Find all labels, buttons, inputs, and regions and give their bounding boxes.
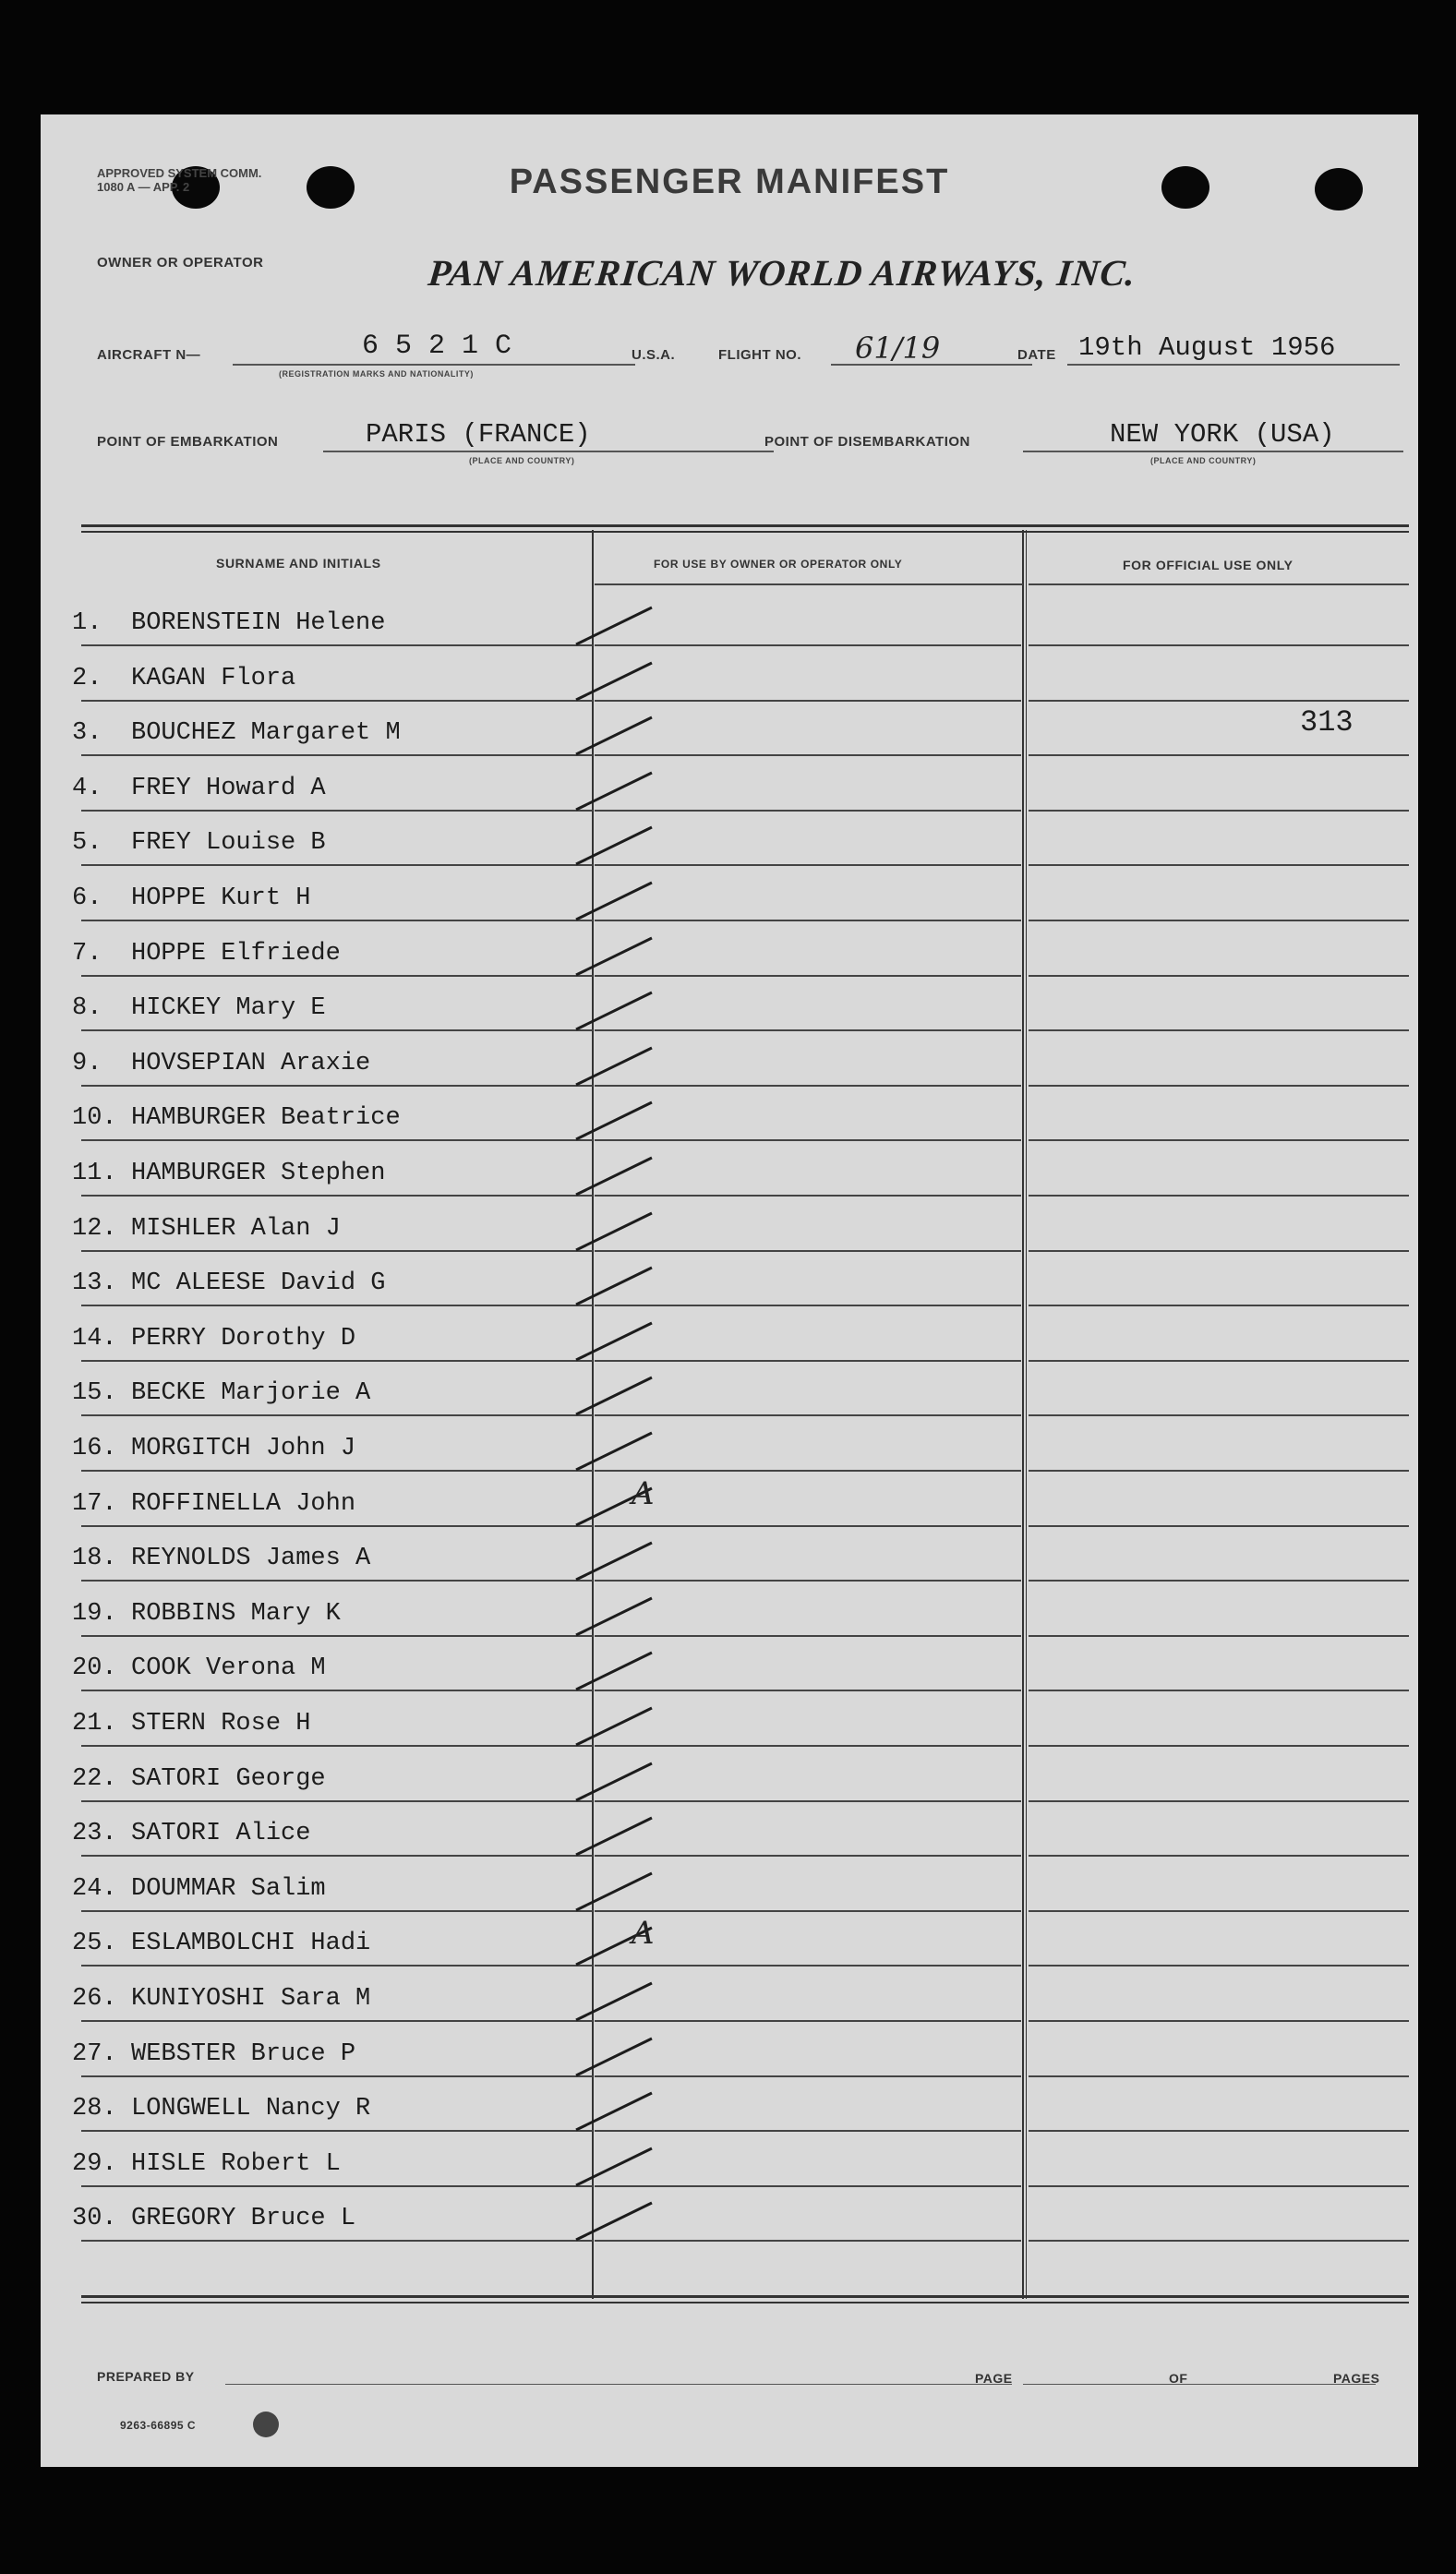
- passenger-number: 4.: [72, 774, 102, 802]
- row-rule: [1029, 1855, 1409, 1857]
- list-item: [72, 2205, 355, 2232]
- row-rule: [1029, 1470, 1409, 1472]
- table-bottom-rule: [81, 2295, 1409, 2298]
- list-item: [72, 1710, 310, 1738]
- airline-name: PAN AMERICAN WORLD AIRWAYS, INC.: [426, 252, 1138, 294]
- passenger-name: COOK Verona M: [131, 1654, 326, 1683]
- list-item: [72, 719, 401, 747]
- list-item: [72, 609, 385, 637]
- row-rule: [1029, 1580, 1409, 1582]
- passenger-number: 1.: [72, 609, 102, 637]
- flight-value: 61/19: [855, 331, 941, 366]
- passenger-name: HICKEY Mary E: [131, 994, 326, 1023]
- row-rule: [81, 920, 593, 921]
- row-rule: [1029, 1745, 1409, 1747]
- passenger-name: FREY Louise B: [131, 829, 326, 858]
- list-item: [72, 829, 326, 857]
- passenger-name: LONGWELL Nancy R: [131, 2095, 371, 2123]
- list-item: [72, 1215, 341, 1243]
- passenger-name: KAGAN Flora: [131, 664, 296, 692]
- passenger-number: 24.: [72, 1874, 117, 1903]
- row-rule: [1029, 1414, 1409, 1416]
- passenger-name: HISLE Robert L: [131, 2149, 341, 2178]
- check-mark-icon: [569, 1204, 661, 1259]
- row-rule: [81, 2020, 593, 2022]
- passenger-name: STERN Rose H: [131, 1710, 311, 1738]
- table-top-rule: [81, 531, 1409, 533]
- list-item: [72, 1600, 341, 1628]
- check-mark-icon: [569, 929, 661, 984]
- passenger-name: HAMBURGER Stephen: [131, 1160, 386, 1187]
- check-mark-icon: [569, 1643, 661, 1699]
- date-label: DATE: [1017, 347, 1056, 363]
- passenger-name: KUNIYOSHI Sara M: [131, 1985, 371, 2013]
- passenger-number: 18.: [72, 1545, 117, 1573]
- passenger-number: 15.: [72, 1379, 117, 1408]
- check-mark-icon: [569, 1589, 661, 1644]
- row-rule: [81, 2185, 593, 2187]
- aircraft-sub: (REGISTRATION MARKS AND NATIONALITY): [279, 369, 474, 379]
- row-rule: [81, 1139, 593, 1141]
- passenger-name: SATORI George: [131, 1764, 326, 1793]
- check-mark-icon: [569, 654, 661, 709]
- passenger-name: ESLAMBOLCHI Hadi: [131, 1930, 371, 1958]
- col-operator-header: FOR USE BY OWNER OR OPERATOR ONLY: [654, 558, 903, 571]
- official-note: 313: [1300, 705, 1354, 740]
- row-rule: [81, 1910, 593, 1912]
- column-divider: [1022, 530, 1024, 2299]
- passenger-number: 10.: [72, 1104, 117, 1133]
- row-rule: [1029, 2185, 1409, 2187]
- list-item: [72, 994, 326, 1022]
- passenger-name: MISHLER Alan J: [131, 1214, 341, 1243]
- list-item: [72, 1160, 385, 1187]
- list-item: [72, 2150, 341, 2178]
- flight-label: FLIGHT NO.: [718, 347, 801, 363]
- row-rule: [81, 1745, 593, 1747]
- row-rule: [81, 810, 593, 812]
- passenger-number: 25.: [72, 1930, 117, 1958]
- row-rule: [1029, 1635, 1409, 1637]
- row-rule: [1029, 975, 1409, 977]
- list-item: [72, 1435, 355, 1462]
- passenger-number: 21.: [72, 1710, 117, 1738]
- check-mark-icon: [569, 1534, 661, 1589]
- row-rule: [81, 864, 593, 866]
- check-mark-icon: [569, 1864, 661, 1919]
- row-rule: [81, 644, 593, 646]
- passenger-number: 30.: [72, 2205, 117, 2233]
- passenger-name: BORENSTEIN Helene: [131, 609, 386, 637]
- passenger-name: GREGORY Bruce L: [131, 2205, 356, 2233]
- passenger-name: MORGITCH John J: [131, 1435, 356, 1462]
- row-rule: [1029, 1360, 1409, 1362]
- row-rule: [1029, 1965, 1409, 1967]
- list-item: [72, 1545, 370, 1572]
- row-rule: [1029, 1085, 1409, 1087]
- row-rule: [81, 1855, 593, 1857]
- check-mark-icon: [569, 873, 661, 929]
- row-rule: [81, 2130, 593, 2132]
- list-item: [72, 775, 326, 802]
- passenger-number: 20.: [72, 1654, 117, 1683]
- form-code: 9263-66895 C: [120, 2419, 197, 2432]
- row-rule: [81, 754, 593, 756]
- passenger-name: HOVSEPIAN Araxie: [131, 1049, 371, 1077]
- passenger-name: ROFFINELLA John: [131, 1489, 356, 1518]
- row-rule: [81, 1360, 593, 1362]
- passenger-name: REYNOLDS James A: [131, 1545, 371, 1573]
- list-item: [72, 1379, 370, 1407]
- operator-mark: A: [632, 1915, 655, 1953]
- row-rule: [1029, 1305, 1409, 1306]
- passenger-number: 17.: [72, 1489, 117, 1518]
- passenger-number: 16.: [72, 1435, 117, 1462]
- check-mark-icon: [569, 1699, 661, 1754]
- aircraft-label: AIRCRAFT N—: [97, 347, 201, 363]
- page-label: PAGE: [975, 2371, 1013, 2386]
- column-divider: [1026, 530, 1027, 2299]
- list-item: [72, 1104, 401, 1132]
- row-rule: [1029, 920, 1409, 921]
- row-rule: [1029, 810, 1409, 812]
- disembark-sub: (PLACE AND COUNTRY): [1150, 456, 1257, 465]
- check-mark-icon: [569, 1258, 661, 1314]
- passenger-number: 13.: [72, 1269, 117, 1298]
- row-rule: [1029, 700, 1409, 702]
- passenger-name: ROBBINS Mary K: [131, 1599, 341, 1628]
- embark-sub: (PLACE AND COUNTRY): [469, 456, 575, 465]
- passenger-name: HAMBURGER Beatrice: [131, 1104, 401, 1133]
- row-rule: [81, 1800, 593, 1802]
- passenger-number: 23.: [72, 1820, 117, 1848]
- list-item: [72, 940, 341, 968]
- row-rule: [1029, 864, 1409, 866]
- operator-mark: A: [632, 1474, 655, 1512]
- row-rule: [1029, 1910, 1409, 1912]
- check-mark-icon: [569, 1754, 661, 1810]
- row-rule: [81, 1414, 593, 1416]
- check-mark-icon: [569, 818, 661, 873]
- row-rule: [1029, 1690, 1409, 1691]
- check-mark-icon: [569, 1093, 661, 1149]
- aircraft-value: 6 5 2 1 C: [362, 331, 512, 362]
- list-item: [72, 2095, 370, 2123]
- passenger-number: 5.: [72, 829, 102, 858]
- row-rule: [81, 1580, 593, 1582]
- passenger-number: 11.: [72, 1160, 117, 1187]
- list-item: [72, 2040, 355, 2068]
- row-rule: [1029, 2130, 1409, 2132]
- row-rule: [1029, 1029, 1409, 1031]
- list-item: [72, 1490, 355, 1518]
- embark-line: [323, 451, 774, 452]
- check-mark-icon: [569, 2194, 661, 2249]
- row-rule: [1029, 644, 1409, 646]
- row-rule: [81, 1690, 593, 1691]
- list-item: [72, 1325, 355, 1353]
- passenger-number: 2.: [72, 664, 102, 692]
- check-mark-icon: [569, 1809, 661, 1864]
- disembark-label: POINT OF DISEMBARKATION: [764, 434, 970, 450]
- row-rule: [1029, 1525, 1409, 1527]
- list-item: [72, 665, 295, 692]
- page-title: PASSENGER MANIFEST: [509, 162, 950, 201]
- table-top-rule: [81, 524, 1409, 527]
- row-rule: [1029, 1800, 1409, 1802]
- row-rule: [81, 700, 593, 702]
- list-item: [72, 1985, 370, 2013]
- passenger-number: 29.: [72, 2149, 117, 2178]
- passenger-number: 7.: [72, 939, 102, 968]
- check-mark-icon: [569, 598, 661, 654]
- prepared-label: PREPARED BY: [97, 2369, 195, 2384]
- pages-label: PAGES: [1333, 2371, 1380, 2386]
- passenger-number: 9.: [72, 1049, 102, 1077]
- row-rule: [1029, 1250, 1409, 1252]
- passenger-number: 8.: [72, 994, 102, 1023]
- col-official-header: FOR OFFICIAL USE ONLY: [1123, 558, 1294, 572]
- row-rule: [81, 1965, 593, 1967]
- passenger-number: 6.: [72, 884, 102, 912]
- row-rule: [81, 1525, 593, 1527]
- passenger-name: BOUCHEZ Margaret M: [131, 719, 401, 748]
- list-item: [72, 1654, 326, 1682]
- check-mark-icon: [569, 1974, 661, 2029]
- passenger-name: WEBSTER Bruce P: [131, 2039, 356, 2068]
- disembark-value: NEW YORK (USA): [1110, 419, 1335, 450]
- list-item: [72, 1820, 310, 1847]
- list-item: [72, 1050, 370, 1077]
- check-mark-icon: [569, 764, 661, 819]
- usa-label: U.S.A.: [632, 347, 676, 363]
- passenger-name: MC ALEESE David G: [131, 1269, 386, 1298]
- header-underline: [595, 583, 1023, 585]
- passenger-number: 27.: [72, 2039, 117, 2068]
- disembark-line: [1023, 451, 1403, 452]
- row-rule: [81, 975, 593, 977]
- list-item: [72, 1765, 326, 1793]
- passenger-number: 12.: [72, 1214, 117, 1243]
- date-value: 19th August 1956: [1078, 332, 1336, 363]
- date-line: [1067, 364, 1400, 366]
- row-rule: [81, 2240, 593, 2242]
- union-bug-icon: [253, 2412, 279, 2437]
- row-rule: [81, 1305, 593, 1306]
- check-mark-icon: [569, 1424, 661, 1479]
- list-item: [72, 1269, 385, 1297]
- passenger-name: HOPPE Elfriede: [131, 939, 341, 968]
- list-item: [72, 884, 310, 912]
- table-bottom-rule: [81, 2302, 1409, 2303]
- check-mark-icon: [569, 2029, 661, 2085]
- row-rule: [81, 1085, 593, 1087]
- list-item: [72, 1875, 326, 1903]
- row-rule: [81, 1635, 593, 1637]
- row-rule: [1029, 1139, 1409, 1141]
- passenger-name: BECKE Marjorie A: [131, 1379, 371, 1408]
- row-rule: [1029, 2020, 1409, 2022]
- check-mark-icon: [569, 2139, 661, 2195]
- row-rule: [81, 1470, 593, 1472]
- row-rule: [81, 2075, 593, 2077]
- prepared-line: [225, 2384, 1012, 2385]
- check-mark-icon: [569, 983, 661, 1039]
- of-label: OF: [1169, 2371, 1188, 2386]
- passenger-number: 19.: [72, 1599, 117, 1628]
- row-rule: [1029, 2075, 1409, 2077]
- header-underline: [1029, 583, 1409, 585]
- row-rule: [1029, 2240, 1409, 2242]
- passenger-number: 26.: [72, 1985, 117, 2013]
- passenger-name: FREY Howard A: [131, 774, 326, 802]
- list-item: [72, 1930, 370, 1957]
- passenger-name: SATORI Alice: [131, 1820, 311, 1848]
- passenger-name: PERRY Dorothy D: [131, 1324, 356, 1353]
- check-mark-icon: [569, 1039, 661, 1094]
- check-mark-icon: [569, 2084, 661, 2139]
- passenger-number: 22.: [72, 1764, 117, 1793]
- passenger-number: 14.: [72, 1324, 117, 1353]
- col-surname-header: SURNAME AND INITIALS: [216, 556, 381, 571]
- row-rule: [81, 1250, 593, 1252]
- row-rule: [81, 1029, 593, 1031]
- passenger-name: DOUMMAR Salim: [131, 1874, 326, 1903]
- check-mark-icon: [569, 1368, 661, 1424]
- passenger-number: 3.: [72, 719, 102, 748]
- check-mark-icon: [569, 708, 661, 764]
- passenger-name: HOPPE Kurt H: [131, 884, 311, 912]
- embark-value: PARIS (FRANCE): [366, 419, 591, 450]
- check-mark-icon: [569, 1314, 661, 1369]
- aircraft-line: [233, 364, 635, 366]
- row-rule: [1029, 1195, 1409, 1197]
- page-line: [1023, 2384, 1217, 2385]
- passenger-number: 28.: [72, 2095, 117, 2123]
- row-rule: [1029, 754, 1409, 756]
- approval-stamp: APPROVED SYSTEM COMM. 1080 A — APP. 2: [97, 166, 262, 194]
- row-rule: [81, 1195, 593, 1197]
- owner-label: OWNER OR OPERATOR: [97, 255, 264, 271]
- manifest-sheet: [41, 114, 1418, 2467]
- check-mark-icon: [569, 1149, 661, 1204]
- embark-label: POINT OF EMBARKATION: [97, 434, 279, 450]
